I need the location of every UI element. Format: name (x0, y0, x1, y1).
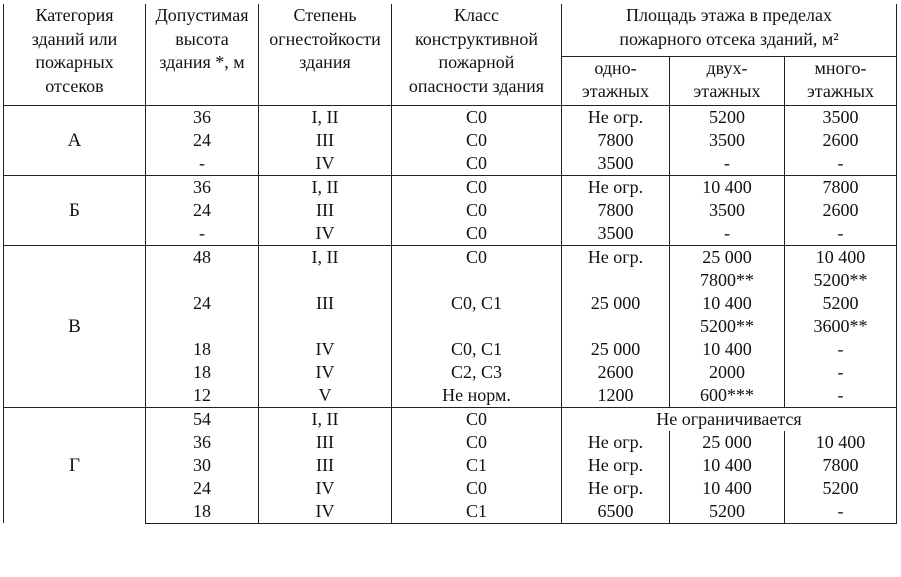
class-cell: С0 (392, 245, 562, 269)
area-two-cell: 3500 (670, 199, 785, 222)
area-multi-cell: - (785, 384, 897, 408)
group-g (4, 407, 897, 523)
fire-compartment-table (3, 4, 897, 524)
class-cell: С2, С3 (392, 361, 562, 384)
resistance-cell: I, II (259, 245, 392, 269)
height-cell: - (146, 152, 259, 176)
area-one-cell: 2600 (562, 361, 670, 384)
area-one-cell: 7800 (562, 199, 670, 222)
resistance-cell: IV (259, 361, 392, 384)
area-multi-cell: - (785, 338, 897, 361)
area-two-cell: 10 400 (670, 292, 785, 315)
height-cell: - (146, 222, 259, 246)
height-cell: 48 (146, 245, 259, 269)
area-one-cell: 25 000 (562, 292, 670, 315)
class-cell: С0, С1 (392, 292, 562, 315)
header-area-two-storey: двух- этажных (670, 56, 785, 105)
resistance-cell: IV (259, 222, 392, 246)
resistance-cell: III (259, 292, 392, 315)
area-multi-cell: 2600 (785, 199, 897, 222)
resistance-cell (259, 269, 392, 292)
height-cell: 36 (146, 431, 259, 454)
area-two-cell: 10 400 (670, 338, 785, 361)
class-cell: С0, С1 (392, 338, 562, 361)
resistance-cell (259, 315, 392, 338)
resistance-cell: III (259, 454, 392, 477)
class-cell: Не норм. (392, 384, 562, 408)
resistance-cell: I, II (259, 407, 392, 431)
area-one-cell: 6500 (562, 500, 670, 524)
area-one-cell: Не огр. (562, 431, 670, 454)
area-multi-cell: 3500 (785, 105, 897, 129)
class-cell (392, 269, 562, 292)
area-one-cell: 3500 (562, 152, 670, 176)
height-cell: 24 (146, 199, 259, 222)
resistance-cell: IV (259, 152, 392, 176)
area-multi-cell: 10 400 (785, 245, 897, 269)
area-one-cell: Не огр. (562, 477, 670, 500)
area-unlimited-cell: Не ограничивается (562, 407, 897, 431)
table-row (4, 175, 897, 199)
height-cell: 54 (146, 407, 259, 431)
resistance-cell: I, II (259, 105, 392, 129)
area-two-cell: 10 400 (670, 175, 785, 199)
header-height: Допустимая высота здания *, м (146, 4, 259, 105)
class-cell: С1 (392, 500, 562, 524)
height-cell: 36 (146, 105, 259, 129)
area-two-cell: 5200 (670, 500, 785, 524)
resistance-cell: IV (259, 338, 392, 361)
area-two-cell: 5200 (670, 105, 785, 129)
area-two-cell: 5200** (670, 315, 785, 338)
class-cell: С0 (392, 431, 562, 454)
height-cell (146, 269, 259, 292)
class-cell: С1 (392, 454, 562, 477)
area-multi-cell: 7800 (785, 175, 897, 199)
table-row (4, 245, 897, 269)
group-b (4, 175, 897, 245)
height-cell: 30 (146, 454, 259, 477)
area-one-cell: Не огр. (562, 454, 670, 477)
area-two-cell: 600*** (670, 384, 785, 408)
height-cell (146, 315, 259, 338)
area-one-cell: 3500 (562, 222, 670, 246)
area-multi-cell: 5200 (785, 477, 897, 500)
height-cell: 18 (146, 361, 259, 384)
resistance-cell: IV (259, 477, 392, 500)
category-cell: Г (4, 407, 146, 523)
area-multi-cell: - (785, 361, 897, 384)
area-multi-cell: 5200** (785, 269, 897, 292)
area-one-cell: 25 000 (562, 338, 670, 361)
class-cell: С0 (392, 129, 562, 152)
class-cell: С0 (392, 105, 562, 129)
area-multi-cell: - (785, 500, 897, 524)
category-cell: Б (4, 175, 146, 245)
area-two-cell: 25 000 (670, 431, 785, 454)
header-fire-resistance: Степень огнестойкости здания (259, 4, 392, 105)
area-multi-cell: 5200 (785, 292, 897, 315)
category-cell: А (4, 105, 146, 175)
resistance-cell: III (259, 129, 392, 152)
class-cell: С0 (392, 222, 562, 246)
area-two-cell: - (670, 152, 785, 176)
area-one-cell: Не огр. (562, 105, 670, 129)
area-two-cell: 25 000 (670, 245, 785, 269)
area-two-cell: 10 400 (670, 454, 785, 477)
height-cell: 36 (146, 175, 259, 199)
class-cell: С0 (392, 152, 562, 176)
header-area-group: Площадь этажа в пределах пожарного отсека зданий, м² (562, 4, 897, 56)
header-area-one-storey: одно- этажных (562, 56, 670, 105)
height-cell: 24 (146, 129, 259, 152)
class-cell: С0 (392, 199, 562, 222)
class-cell: С0 (392, 407, 562, 431)
area-two-cell: 10 400 (670, 477, 785, 500)
area-two-cell: 7800** (670, 269, 785, 292)
resistance-cell: I, II (259, 175, 392, 199)
resistance-cell: IV (259, 500, 392, 524)
height-cell: 24 (146, 477, 259, 500)
table-row (4, 407, 897, 431)
area-multi-cell: 10 400 (785, 431, 897, 454)
area-one-cell: Не огр. (562, 175, 670, 199)
height-cell: 24 (146, 292, 259, 315)
area-two-cell: 3500 (670, 129, 785, 152)
area-one-cell: 7800 (562, 129, 670, 152)
area-one-cell (562, 269, 670, 292)
area-one-cell: 1200 (562, 384, 670, 408)
header-area-multi-storey: много- этажных (785, 56, 897, 105)
area-multi-cell: - (785, 152, 897, 176)
resistance-cell: III (259, 431, 392, 454)
area-multi-cell: 7800 (785, 454, 897, 477)
header-class: Класс конструктивной пожарной опасности здания (392, 4, 562, 105)
class-cell: С0 (392, 477, 562, 500)
resistance-cell: III (259, 199, 392, 222)
height-cell: 18 (146, 338, 259, 361)
area-two-cell: 2000 (670, 361, 785, 384)
resistance-cell: V (259, 384, 392, 408)
group-a (4, 105, 897, 175)
category-cell: В (4, 245, 146, 407)
area-multi-cell: - (785, 222, 897, 246)
class-cell (392, 315, 562, 338)
area-multi-cell: 3600** (785, 315, 897, 338)
area-one-cell (562, 315, 670, 338)
class-cell: С0 (392, 175, 562, 199)
height-cell: 12 (146, 384, 259, 408)
group-v (4, 245, 897, 407)
area-one-cell: Не огр. (562, 245, 670, 269)
table-row (4, 105, 897, 129)
area-multi-cell: 2600 (785, 129, 897, 152)
area-two-cell: - (670, 222, 785, 246)
header-category: Категория зданий или пожарных отсеков (4, 4, 146, 105)
height-cell: 18 (146, 500, 259, 524)
